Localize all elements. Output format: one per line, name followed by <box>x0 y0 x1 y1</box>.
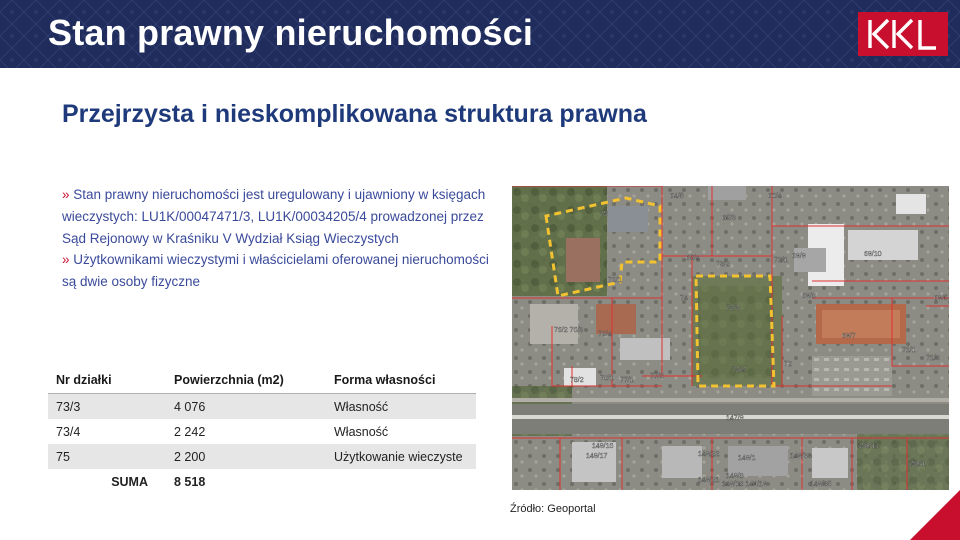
map-label: 149/21 <box>698 477 720 484</box>
map-label: 75 <box>600 211 608 218</box>
table-cell: 73/4 <box>56 424 81 439</box>
map-label: 64/5 <box>670 193 684 200</box>
map-label: 72/1 <box>774 257 788 264</box>
map-label: 149/35 <box>810 481 832 488</box>
map-label: 74 <box>680 295 688 302</box>
column-header: Nr działki <box>48 367 166 394</box>
map-label: 73/2 <box>716 261 730 268</box>
map-label: 71/1 <box>902 347 916 354</box>
bullet-marker: » <box>62 187 70 202</box>
header-bar <box>0 0 960 68</box>
bullet-text: Użytkownikami wieczystymi i właścicielami oferowanej nieruchomości są dwie osoby fizyczne <box>62 252 489 290</box>
map-label: 149/22 <box>698 451 720 458</box>
map-label: 73/3 <box>726 305 740 312</box>
table-cell: 2 200 <box>166 444 326 469</box>
column-header: Powierzchnia (m2) <box>166 367 326 394</box>
table-cell: 4 076 <box>166 394 326 420</box>
table-cell: Własność <box>326 394 476 420</box>
bullet-list <box>62 184 502 293</box>
table-cell: 2 242 <box>174 424 206 439</box>
map-label: 78/2 <box>570 377 584 384</box>
map-label: 66/4 <box>768 193 782 200</box>
map-label: 71/3 <box>926 355 940 362</box>
map-label: 149/1 <box>738 455 756 462</box>
brand-logo <box>858 12 948 56</box>
map-label: 78/1 <box>600 375 614 382</box>
map-label: 77/2 <box>650 373 664 380</box>
map-label: 158/11 <box>858 443 879 450</box>
map-label: 69/5 <box>934 295 948 302</box>
section-subtitle: Przejrzysta i nieskomplikowana struktura prawna <box>62 100 647 128</box>
bullet-marker: » <box>62 252 70 268</box>
table-cell: 75 <box>48 444 166 469</box>
cadastral-map-image <box>512 186 949 490</box>
table-row <box>48 444 476 469</box>
map-label: 76/1 <box>608 277 622 284</box>
table-sum-row <box>48 469 476 494</box>
map-label: 149/18 149/19 <box>722 481 767 488</box>
map-label: 147/9 <box>726 415 744 422</box>
bullet-item <box>62 249 502 293</box>
table-cell <box>326 469 476 494</box>
map-label: 65/3 <box>722 215 736 222</box>
corner-accent <box>900 480 960 540</box>
table-cell: Użytkowanie wieczyste <box>326 444 476 469</box>
sum-label: SUMA <box>48 469 166 494</box>
plots-table <box>48 367 476 494</box>
map-label: 149/33 <box>790 453 812 460</box>
map-label: 149/16 <box>592 443 614 450</box>
map-label: 69/7 <box>842 333 856 340</box>
page-title: Stan prawny nieruchomości <box>48 12 534 53</box>
table-row <box>48 419 476 444</box>
bullet-text: Stan prawny nieruchomości jest uregulowany i ujawniony w księgach wieczystych: LU1K/00047471/3, LU1K/00034205/4 prowadzonej przez Sąd Rejonowy w Kraśniku V Wydział Ksiąg Wieczystych <box>62 187 486 246</box>
map-label: 158/1 <box>908 461 926 468</box>
map-label: 149/17 <box>586 453 608 460</box>
table-cell: 73/3 <box>48 394 166 420</box>
map-label: 149/8 <box>726 473 744 480</box>
table-cell: Własność <box>334 424 389 439</box>
map-label: 65/4 <box>686 255 700 262</box>
column-header: Forma własności <box>326 367 476 394</box>
brand-logo-mark <box>858 12 948 56</box>
map-label: 69/8 <box>802 293 816 300</box>
map-label: 73/4 <box>732 367 746 374</box>
cadastral-map <box>512 186 949 490</box>
source-caption: Źródło: Geoportal <box>510 503 596 515</box>
map-label: 69/10 <box>864 251 882 258</box>
table-header-row <box>48 367 476 394</box>
map-label: 76/4 <box>598 331 612 338</box>
map-label: 72 <box>784 361 792 368</box>
map-label: 69/9 <box>792 253 806 260</box>
map-label: 77/1 <box>620 377 634 384</box>
bullet-item <box>62 184 502 249</box>
table-row <box>48 394 476 420</box>
map-label: 76/2 76/3 <box>554 327 584 334</box>
sum-value: 8 518 <box>166 469 326 494</box>
